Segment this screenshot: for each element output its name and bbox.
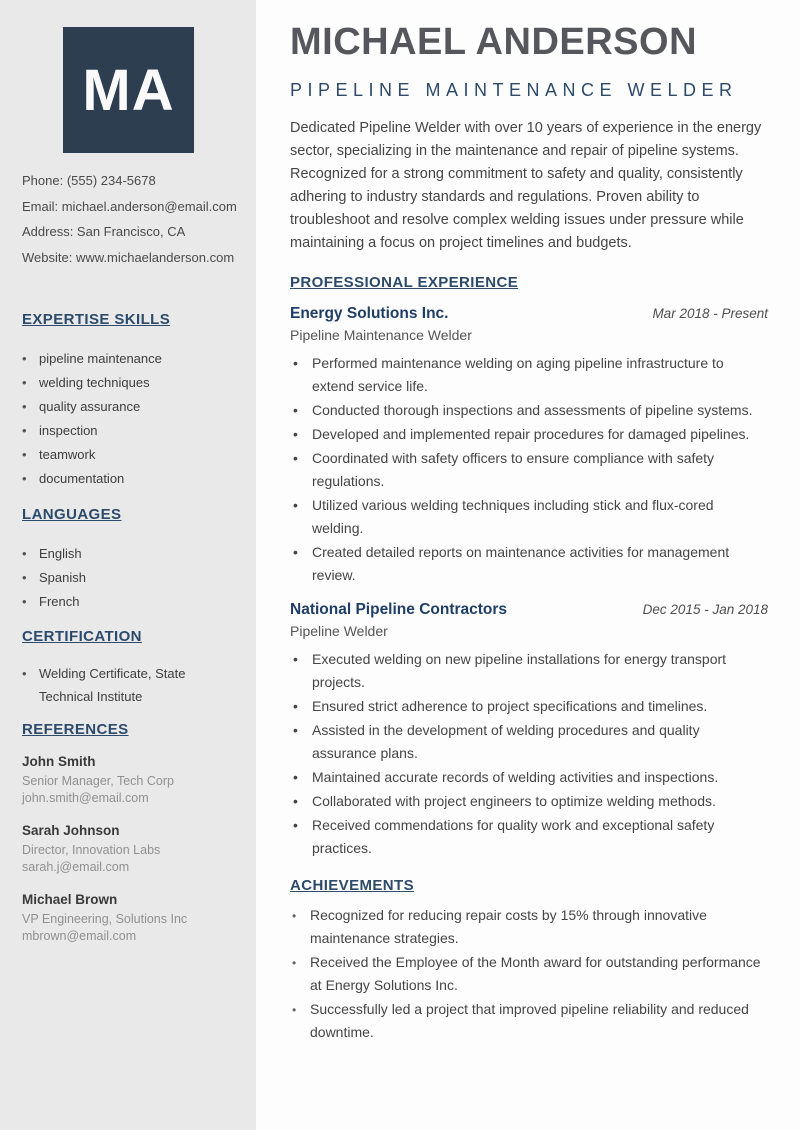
skill-item: • documentation xyxy=(22,472,240,486)
reference-email: john.smith@email.com xyxy=(22,791,149,805)
skill-item: • welding techniques xyxy=(22,376,240,390)
candidate-name: MICHAEL ANDERSON xyxy=(290,21,698,63)
certification-item: • Welding Certificate, State Technical Institute xyxy=(22,662,240,708)
job-bullet: • Conducted thorough inspections and assessments of pipeline systems. xyxy=(290,399,768,422)
job-bullet: • Collaborated with project engineers to optimize welding methods. xyxy=(290,790,768,813)
language-item: • English xyxy=(22,547,240,561)
reference-name: Sarah Johnson xyxy=(22,823,120,838)
reference-email: sarah.j@email.com xyxy=(22,860,130,874)
contact-phone: Phone: (555) 234-5678 xyxy=(22,173,156,188)
language-item: • French xyxy=(22,595,240,609)
job-entry xyxy=(290,600,768,860)
reference-entry xyxy=(22,892,240,945)
job-dates: Dec 2015 - Jan 2018 xyxy=(642,602,768,617)
sidebar-content xyxy=(0,153,256,945)
job-bullet: • Created detailed reports on maintenance activities for management review. xyxy=(290,541,768,587)
job-bullet: • Executed welding on new pipeline installations for energy transport projects. xyxy=(290,648,768,694)
reference-entry xyxy=(22,823,240,876)
job-bullet: • Maintained accurate records of welding activities and inspections. xyxy=(290,766,768,789)
certification-heading: CERTIFICATION xyxy=(22,628,142,645)
job-bullet-list xyxy=(290,648,768,860)
language-item: • Spanish xyxy=(22,571,240,585)
job-header xyxy=(290,304,768,323)
languages-heading: LANGUAGES xyxy=(22,505,122,523)
reference-name: John Smith xyxy=(22,754,96,769)
job-bullet: • Received commendations for quality work and exceptional safety practices. xyxy=(290,814,768,860)
achievements-heading: ACHIEVEMENTS xyxy=(290,877,414,894)
contact-website: Website: www.michaelanderson.com xyxy=(22,249,235,265)
skills-heading: EXPERTISE SKILLS xyxy=(22,311,171,328)
sidebar xyxy=(0,0,256,1130)
languages-list xyxy=(22,547,240,609)
skill-item: • quality assurance xyxy=(22,400,240,414)
reference-title: VP Engineering, Solutions Inc xyxy=(22,912,188,926)
job-bullet-list xyxy=(290,352,768,587)
achievements-list xyxy=(290,904,768,1044)
job-header xyxy=(290,600,768,619)
job-role: Pipeline Welder xyxy=(290,623,388,639)
job-bullet: • Assisted in the development of welding procedures and quality assurance plans. xyxy=(290,719,768,765)
job-company: Energy Solutions Inc. xyxy=(290,305,449,322)
resume-main xyxy=(256,0,800,1130)
job-bullet: • Developed and implemented repair procedures for damaged pipelines. xyxy=(290,423,768,446)
monogram-avatar xyxy=(63,27,194,153)
certification-list xyxy=(22,662,240,708)
profile-summary: Dedicated Pipeline Welder with over 10 years of experience in the energy sector, specializing in the maintenance and repair of pipeline systems. Recognized for a strong commitment to safety and quality, consistently adhering to industry standards and regulations. Proven ability to troubleshoot and resolve complex welding issues under pressure while maintaining a focus on project timelines and budgets. xyxy=(290,120,762,251)
skills-list xyxy=(22,352,240,486)
job-role: Pipeline Maintenance Welder xyxy=(290,327,472,343)
job-bullet: • Ensured strict adherence to project specifications and timelines. xyxy=(290,695,768,718)
job-bullet: • Utilized various welding techniques including stick and flux-cored welding. xyxy=(290,494,768,540)
job-bullet: • Performed maintenance welding on aging pipeline infrastructure to extend service life. xyxy=(290,352,768,398)
skill-item: • pipeline maintenance xyxy=(22,352,240,366)
skill-item: • inspection xyxy=(22,424,240,438)
experience-heading: PROFESSIONAL EXPERIENCE xyxy=(290,274,519,291)
skill-item: • teamwork xyxy=(22,448,240,462)
job-bullet: • Coordinated with safety officers to ensure compliance with safety regulations. xyxy=(290,447,768,493)
job-company: National Pipeline Contractors xyxy=(290,601,508,618)
contact-address: Address: San Francisco, CA xyxy=(22,224,186,239)
candidate-role-title: PIPELINE MAINTENANCE WELDER xyxy=(290,80,738,100)
achievement-item: • Successfully led a project that improved pipeline reliability and reduced downtime. xyxy=(290,998,768,1044)
reference-name: Michael Brown xyxy=(22,892,118,907)
contact-block xyxy=(22,174,240,264)
contact-email: Email: michael.anderson@email.com xyxy=(22,198,237,214)
achievement-item: • Received the Employee of the Month award for outstanding performance at Energy Solutions Inc. xyxy=(290,951,768,997)
reference-entry xyxy=(22,754,240,807)
reference-title: Senior Manager, Tech Corp xyxy=(22,774,174,788)
reference-title: Director, Innovation Labs xyxy=(22,843,161,857)
references-heading: REFERENCES xyxy=(22,721,129,738)
achievement-item: • Recognized for reducing repair costs by 15% through innovative maintenance strategies. xyxy=(290,904,768,950)
monogram-initials: MA xyxy=(82,57,175,123)
job-entry xyxy=(290,304,768,587)
reference-email: mbrown@email.com xyxy=(22,929,137,943)
job-dates: Mar 2018 - Present xyxy=(652,306,768,321)
